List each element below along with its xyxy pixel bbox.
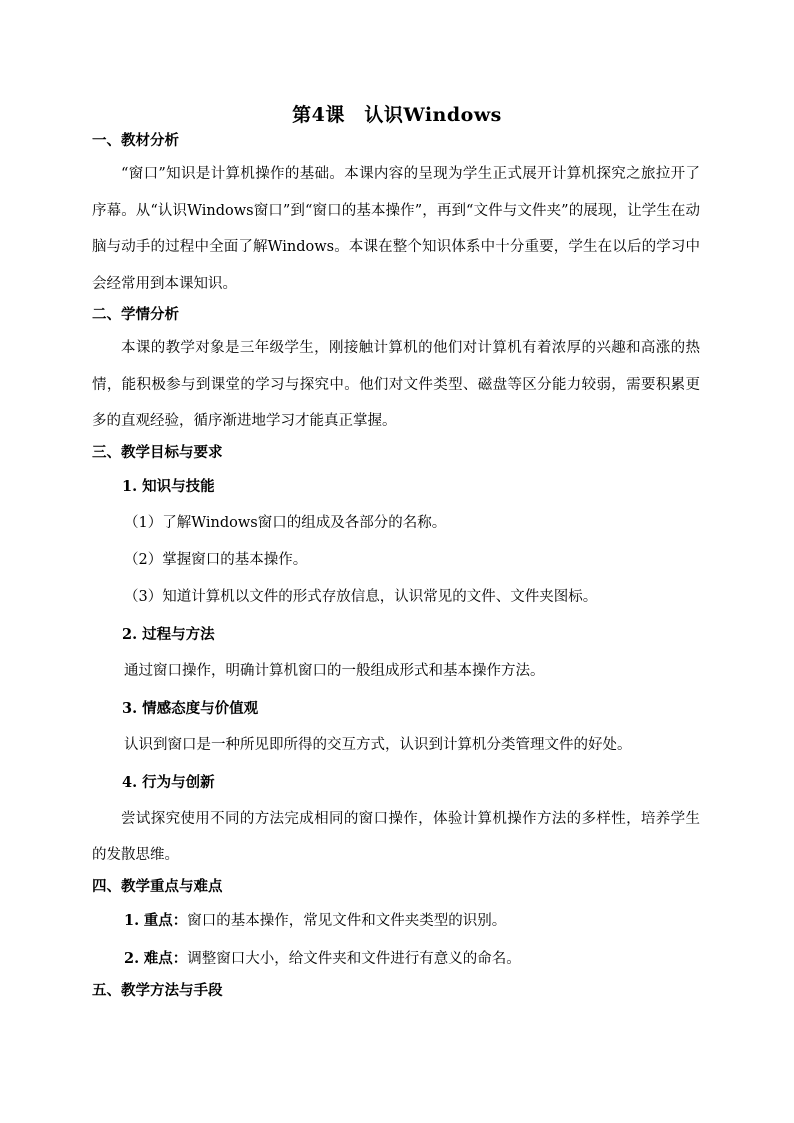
difficult-point-text: 调整窗口大小，给文件夹和文件进行有意义的命名。 [187, 950, 521, 967]
section-paragraph: 本课的教学对象是三年级学生，刚接触计算机的他们对计算机有着浓厚的兴趣和高涨的热情，能积极参与到课堂的学习与探究中。他们对文件类型、磁盘等区分能力较弱，需要积累更多的直观经验，循序渐进地学习才能真正掌握。 [92, 340, 700, 429]
key-point-label: 重点： [143, 911, 188, 929]
subsection-heading: 2. 过程与方法 [122, 625, 215, 643]
section-student-analysis [92, 304, 700, 440]
section-heading: 五、教学方法与手段 [92, 981, 223, 999]
subsection-text: 认识到窗口是一种所见即所得的交互方式，认识到计算机分类管理文件的好处。 [124, 736, 632, 753]
list-item: （1）了解Windows窗口的组成及各部分的名称。 [124, 514, 447, 531]
section-heading: 四、教学重点与难点 [92, 877, 223, 895]
list-item: （2）掌握窗口的基本操作。 [124, 551, 308, 568]
subsection-text: 通过窗口操作，明确计算机窗口的一般组成形式和基本操作方法。 [124, 662, 545, 679]
difficult-point-number: 2. [124, 949, 140, 967]
section-paragraph: 尝试探究使用不同的方法完成相同的窗口操作，体验计算机操作方法的多样性，培养学生的发散思维。 [92, 810, 700, 863]
section-key-difficult-points [92, 876, 700, 978]
section-heading: 二、学情分析 [92, 306, 179, 323]
section-material-analysis [92, 130, 700, 302]
section-teaching-methods [92, 980, 700, 1002]
section-paragraph: “窗口”知识是计算机操作的基础。本课内容的呈现为学生正式展开计算机探究之旅拉开了序幕。从“认识Windows窗口”到“窗口的基本操作”，再到“文件与文件夹”的展现，让学生在动脑与动手的过程中全面了解Windows。本课在整个知识体系中十分重要，学生在以后的学习中会经常用到本课知识。 [92, 166, 700, 292]
subsection-heading: 3. 情感态度与价值观 [122, 699, 259, 717]
document-body [92, 128, 700, 1006]
section-heading: 三、教学目标与要求 [92, 443, 223, 461]
key-point-line [92, 902, 700, 940]
subsection-heading: 1. 知识与技能 [122, 477, 215, 495]
difficult-point-line [92, 940, 700, 978]
list-item: （3）知道计算机以文件的形式存放信息，认识常见的文件、文件夹图标。 [124, 588, 598, 605]
difficult-point-label: 难点： [143, 949, 188, 967]
key-point-number: 1. [124, 911, 140, 929]
section-heading: 一、教材分析 [92, 132, 179, 149]
key-point-text: 窗口的基本操作，常见文件和文件夹类型的识别。 [187, 912, 507, 929]
lesson-title: 第4课 认识Windows [292, 104, 502, 126]
section-teaching-goals [92, 442, 700, 874]
subsection-heading: 4. 行为与创新 [122, 773, 215, 791]
